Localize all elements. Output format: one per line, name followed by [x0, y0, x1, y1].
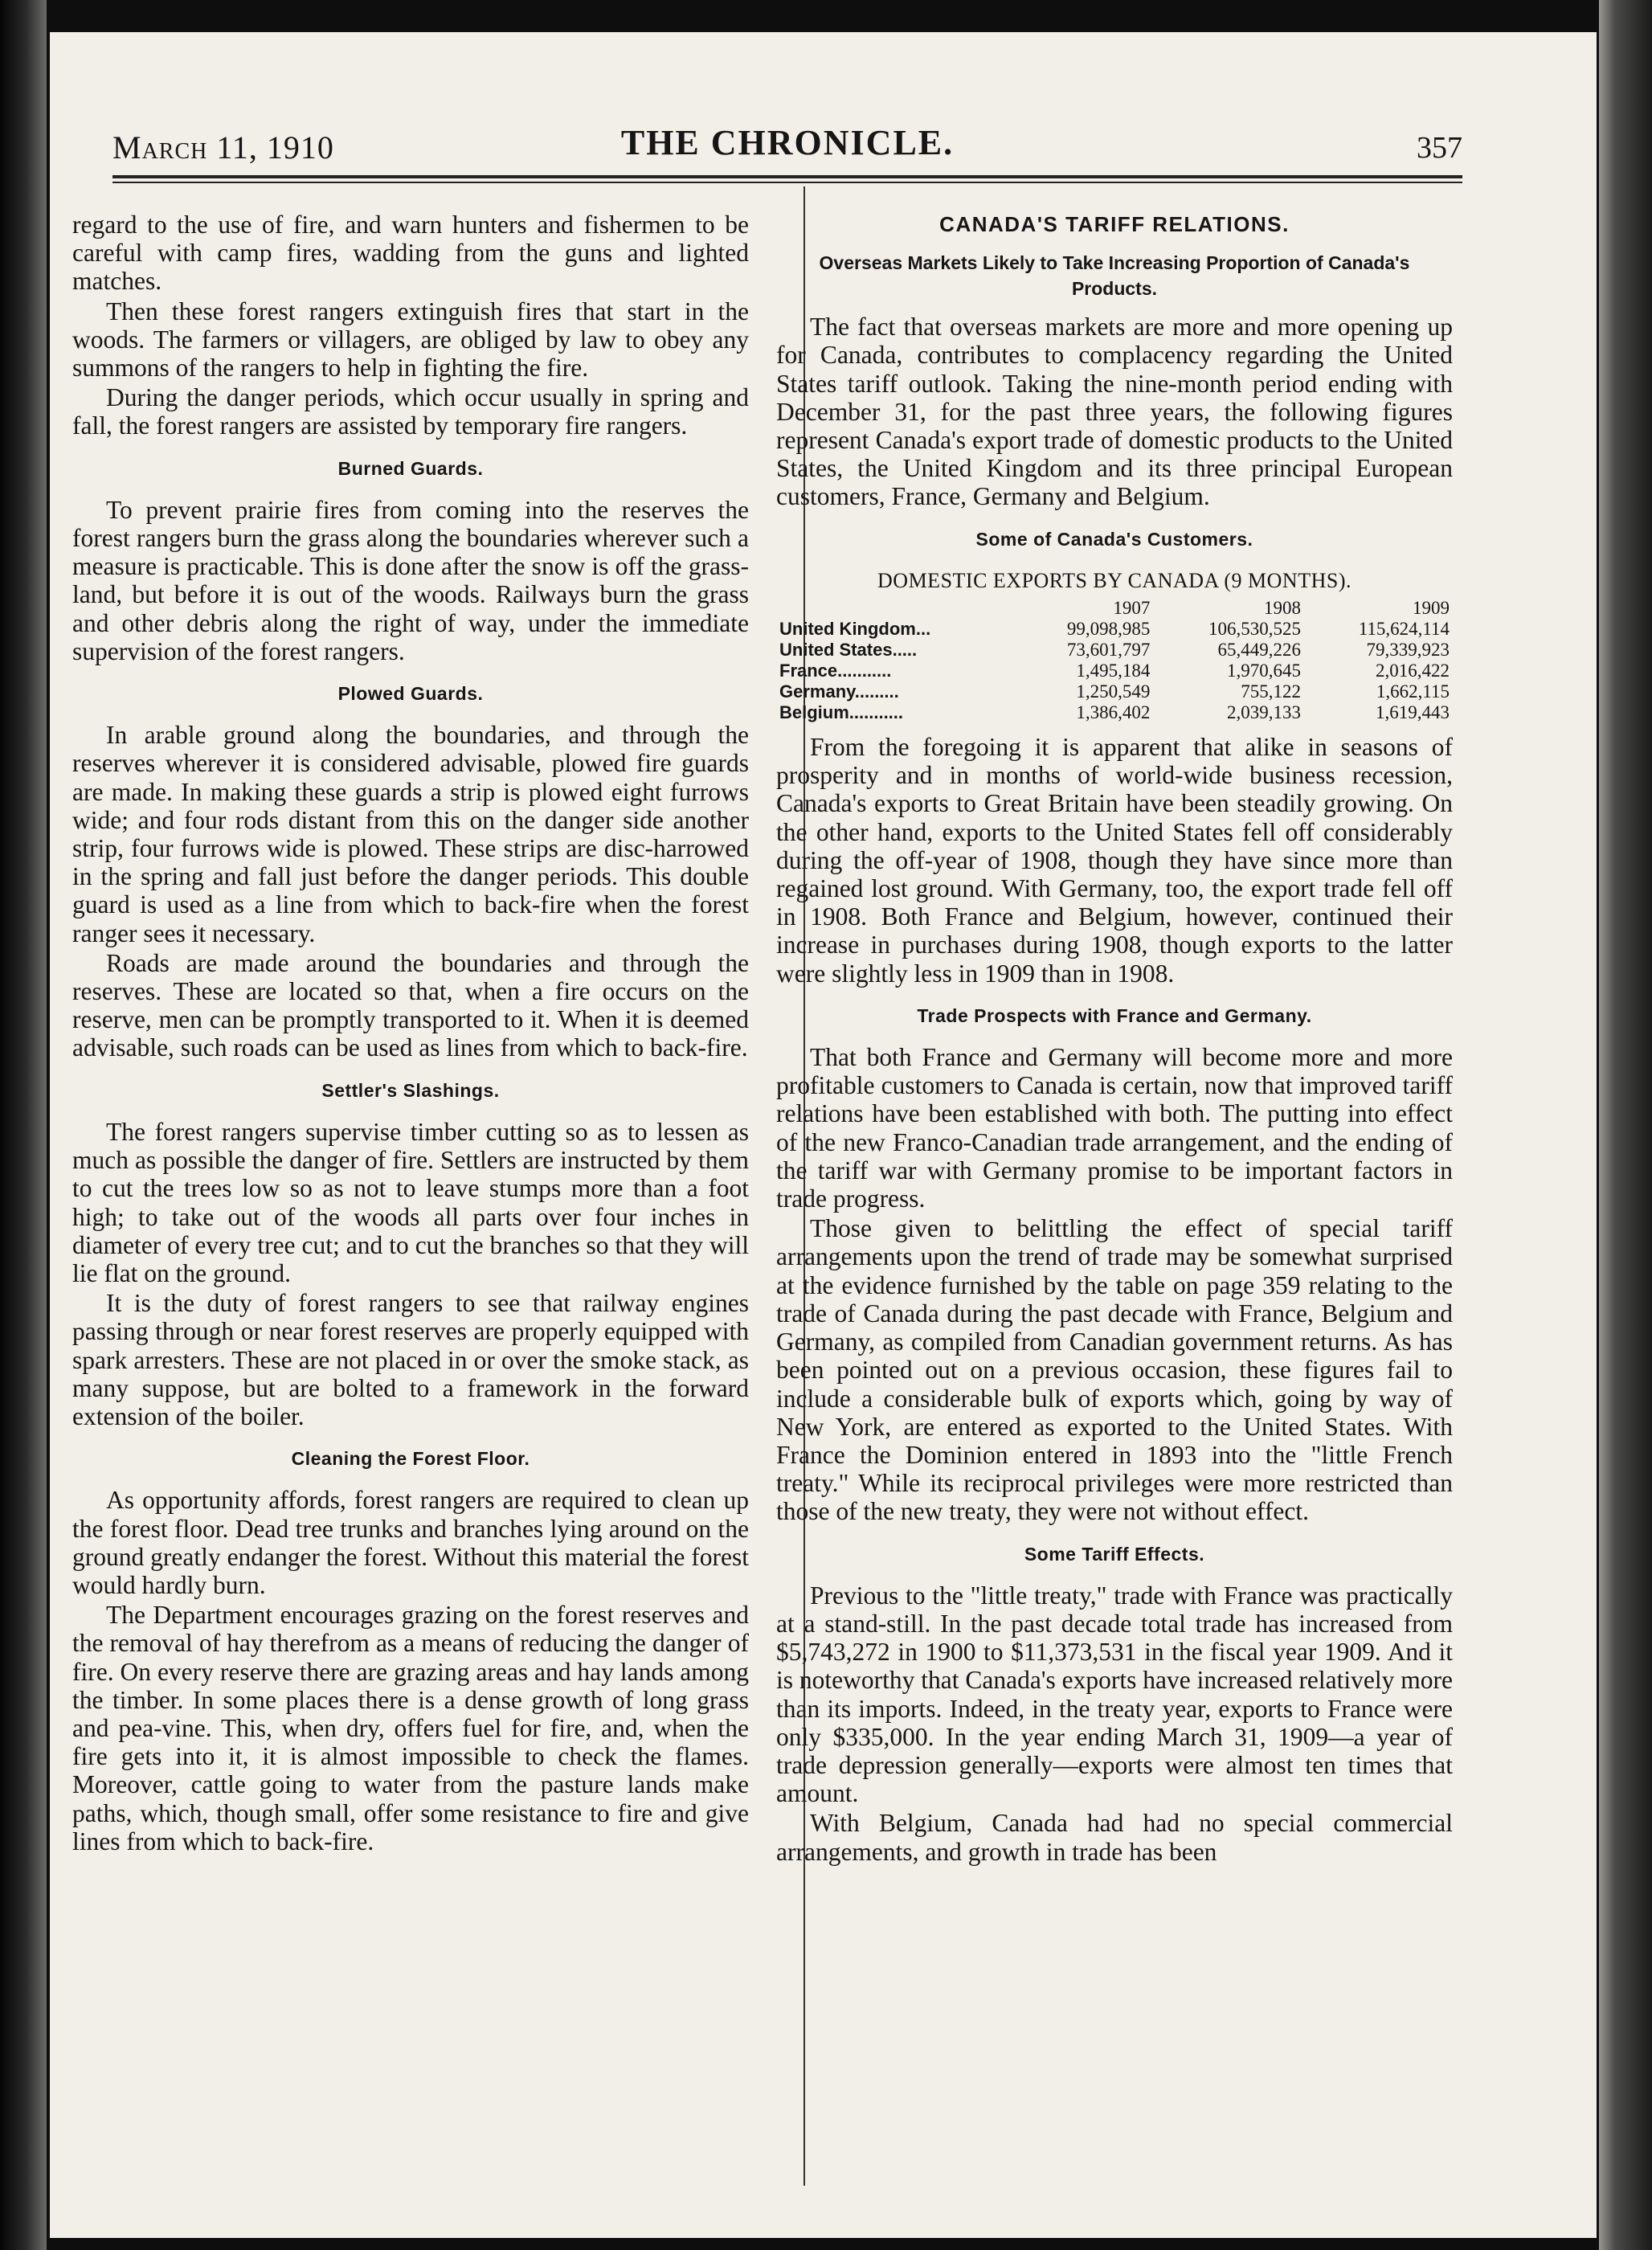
header-rule-thick: [112, 175, 1462, 178]
table-cell: 1,619,443: [1376, 702, 1450, 723]
left-column: [72, 211, 749, 1857]
table-cell: 79,339,923: [1366, 640, 1450, 661]
paragraph: In arable ground along the boundaries, and through the reserves wherever it is considered advisable, plowed fire guards are made. In making these guards a strip is plowed eight furrows wide; and four rods distant from this on the danger side another strip, four furrows wide is plowed. These strips are disc-harrowed in the spring and fall just before the danger periods. This double guard is used as a line from which to back-fire when the forest ranger sees it necessary.: [72, 721, 749, 947]
paragraph: As opportunity affords, forest rangers are required to clean up the forest floor. Dead tree trunks and branches lying around on the ground greatly endanger the forest. Without this material the forest would hardly burn.: [72, 1486, 749, 1599]
paragraph: The fact that overseas markets are more and more opening up for Canada, contributes to complacency regarding the United States tariff outlook. Taking the nine-month period ending with December 31, for the past three years, the following figures represent Canada's export trade of domestic products to the United States, the United Kingdom and its three principal European customers, France, Germany and Belgium.: [776, 313, 1453, 511]
paragraph: regard to the use of fire, and warn hunters and fishermen to be careful with camp fires, wadding from the guns and lighted matches.: [72, 211, 749, 296]
paragraph: That both France and Germany will become more and more profitable customers to Canada is certain, now that improved tariff relations have been established with both. The putting into effect of the new Franco-Canadian trade arrangement, and the ending of the tariff war with Germany promise to be important factors in trade progress.: [776, 1043, 1453, 1213]
table-cell: 99,098,985: [1066, 619, 1151, 640]
table-cell: 115,624,114: [1358, 619, 1450, 640]
section-heading-settlers-slashings: Settler's Slashings.: [321, 1079, 500, 1101]
page-edge-right: [1599, 0, 1652, 2250]
column-header: [776, 598, 1016, 619]
section-heading-plowed-guards: Plowed Guards.: [337, 683, 484, 705]
table-header-row: [776, 598, 1453, 619]
article-title: CANADA'S TARIFF RELATIONS.: [939, 212, 1290, 236]
column-header-year: 1908: [1263, 598, 1301, 619]
header-rule-thin: [112, 182, 1462, 183]
table-cell: 1,386,402: [1076, 702, 1151, 723]
table-cell: 106,530,525: [1208, 619, 1301, 640]
table-row: [776, 702, 1453, 723]
paragraph: It is the duty of forest rangers to see that railway engines passing through or near forest reserves are properly equipped with spark arresters. These are not placed in or over the smoke stack, as many suppose, but are bolted to a framework in the forward extension of the boiler.: [72, 1289, 749, 1430]
paragraph: The Department encourages grazing on the forest reserves and the removal of hay therefrom as a means of reducing the danger of fire. On every reserve there are grazing areas and hay lands among the timber. In some places there is a dense growth of long grass and pea-vine. This, when dry, offers fuel for fire, and, when the fire gets into it, it is almost impossible to check the flames. Moreover, cattle going to water from the pasture lands make paths, which, though small, offer some resistance to fire and give lines from which to back-fire.: [72, 1601, 749, 1855]
paragraph: To prevent prairie fires from coming into the reserves the forest rangers burn the grass along the boundaries wherever such a measure is practicable. This is done after the snow is off the grass-land, but before it is out of the woods. Railways burn the grass and other debris along the right of way, under the immediate supervision of the forest rangers.: [72, 495, 749, 665]
table-caption: DOMESTIC EXPORTS BY CANADA (9 MONTHS).: [877, 568, 1351, 592]
exports-table: [776, 598, 1453, 723]
table-cell: 2,039,133: [1226, 702, 1301, 723]
section-heading-burned-guards: Burned Guards.: [337, 457, 484, 479]
table-cell: 1,495,184: [1076, 661, 1151, 681]
paragraph: Those given to belittling the effect of special tariff arrangements upon the trend of trade may be somewhat surprised at the evidence furnished by the table on page 359 relating to the trade of Canada during the past decade with France, Belgium and Germany, as compiled from Canadian government returns. As has been pointed out on a previous occasion, these figures fail to include a considerable bulk of exports which, going by way of New York, are entered as exported to the United States. With France the Dominion entered in 1893 into the "little French treaty." While its reciprocal privileges were more restricted than those of the new treaty, they were not without effect.: [776, 1214, 1453, 1526]
table-cell: 2,016,422: [1376, 661, 1450, 681]
table-row: [776, 640, 1453, 661]
column-header-year: 1907: [1113, 598, 1151, 619]
paragraph: During the danger periods, which occur usually in spring and fall, the forest rangers are assisted by temporary fire rangers.: [72, 383, 749, 440]
paragraph: With Belgium, Canada had had no special commercial arrangements, and growth in trade has been: [776, 1809, 1453, 1866]
table-row: [776, 681, 1453, 702]
section-heading-trade-prospects: Trade Prospects with France and Germany.: [917, 1004, 1312, 1026]
row-country: Germany.........: [779, 681, 899, 702]
page-header: [112, 122, 1462, 170]
paragraph: Previous to the "little treaty," trade with France was practically at a stand-still. In the past decade total trade has increased from $5,743,272 in 1900 to $11,373,531 in the fiscal year 1909. And it is noteworthy that Canada's exports have increased relatively more than its imports. Indeed, in the treaty year, exports to France were only $335,000. In the year ending March 31, 1909—a year of trade depression generally—exports were almost ten times that amount.: [776, 1581, 1453, 1808]
section-heading-customers: Some of Canada's Customers.: [975, 528, 1253, 550]
row-country: United States.....: [779, 640, 918, 661]
row-country: United Kingdom...: [779, 619, 931, 640]
table-cell: 1,662,115: [1376, 681, 1450, 702]
table-cell: 755,122: [1241, 681, 1301, 702]
section-heading-cleaning-forest-floor: Cleaning the Forest Floor.: [291, 1448, 530, 1470]
table-cell: 1,970,645: [1226, 661, 1301, 681]
section-heading-tariff-effects: Some Tariff Effects.: [1024, 1543, 1205, 1565]
table-row: [776, 661, 1453, 681]
column-header-year: 1909: [1413, 598, 1450, 619]
table-cell: 65,449,226: [1217, 640, 1301, 661]
paragraph: Roads are made around the boundaries and through the reserves. These are located so that, when a fire occurs on the reserve, men can be promptly transported to it. When it is deemed advisable, such roads can be used as lines from which to back-fire.: [72, 948, 749, 1062]
table-cell: 73,601,797: [1066, 640, 1151, 661]
page-number: 357: [1417, 131, 1462, 165]
paragraph: Then these forest rangers extinguish fires that start in the woods. The farmers or villagers, are obliged by law to obey any summons of the rangers to help in fighting the fire.: [72, 297, 749, 382]
article-subtitle: Overseas Markets Likely to Take Increasing Proportion of Canada's Products.: [819, 252, 1410, 300]
binding-shadow-left: [0, 0, 47, 2250]
paragraph: From the foregoing it is apparent that alike in seasons of prosperity and in months of world-wide business recession, Canada's exports to Great Britain have been steadily growing. On the other hand, exports to the United States fell off considerably during the off-year of 1908, though they have since more than regained lost ground. With Germany, too, the export trade fell off in 1908. Both France and Belgium, however, continued their increase in purchases during 1908, though exports to the latter were slightly less in 1909 than in 1908.: [776, 733, 1453, 988]
row-country: France...........: [779, 661, 892, 681]
table-row: [776, 619, 1453, 640]
table-cell: 1,250,549: [1076, 681, 1151, 702]
paragraph: The forest rangers supervise timber cutting so as to lessen as much as possible the danger of fire. Settlers are instructed by them to cut the trees low so as not to leave stumps more than a foot high; to take out of the woods all parts over four inches in diameter of every tree cut; and to cut the branches so that they will lie flat on the ground.: [72, 1117, 749, 1287]
publication-title: THE CHRONICLE.: [620, 123, 955, 162]
issue-date: March 11, 1910: [112, 129, 334, 166]
row-country: Belgium...........: [779, 702, 904, 723]
right-column: [776, 211, 1453, 1868]
